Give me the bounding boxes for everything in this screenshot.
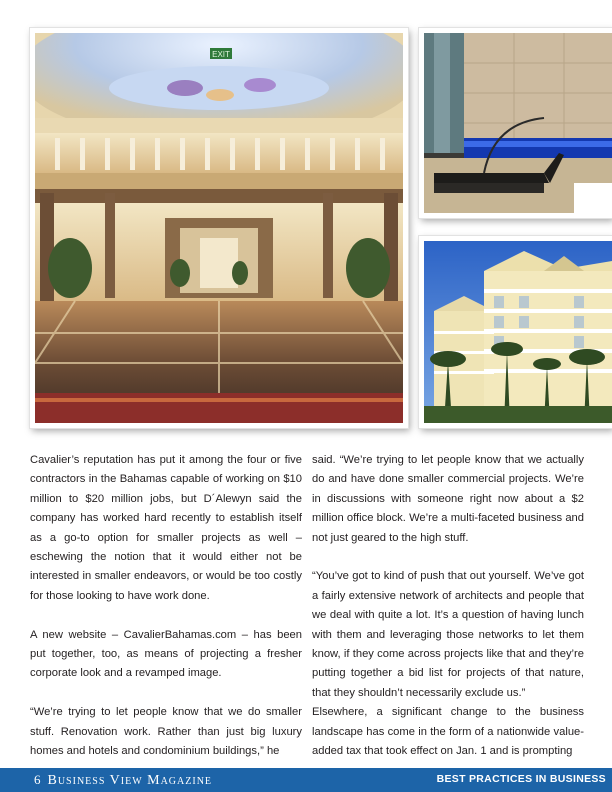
article-paragraph: Cavalier’s reputation has put it among the four or five contractors in the Bahamas capable of working on $10 million to $20 million jobs, but D´Alewyn said the company has worked hard recently to establish itself as a go-to option for smaller projects as well – eschewing the notion that it would either not be interested in smaller endeavors, or would be too costly for those looking to have work done. [30,454,302,602]
article-paragraph: said. “We’re trying to let people know that we actually do and have done smaller commercial projects. We’re in discussions with someone right now about a $2 million office block. We’re a multi-faceted business and not just geared to the high stuff. [312,454,584,544]
section-title: BEST PRACTICES IN BUSINESS [436,773,606,785]
condo-image [424,241,612,423]
magazine-name: Business View Magazine [47,773,213,788]
footer-left [34,772,212,789]
footer-bar [0,768,612,792]
pool-photo [419,28,612,218]
article-column-right [312,451,584,761]
pool-image [424,33,612,213]
page-number: 6 [34,772,42,787]
article-paragraph: A new website – CavalierBahamas.com – has been put together, too, as means of projecting a fresher corporate look and a revamped image. [30,628,302,680]
article-paragraph: Elsewhere, a significant change to the business landscape has come in the form of a nationwide value-added tax that took effect on Jan. 1 and is prompting [312,706,584,758]
lobby-photo [30,28,408,428]
lobby-image [35,33,403,423]
article-paragraph: “You’ve got to kind of push that out yourself. We’ve got a fairly extensive network of architects and people that we deal with quite a lot. It’s a question of having lunch with them and leveraging those networks to let them know, if they come across projects like that and they’re putting together a bid list for projects of that nature, that they shouldn’t necessarily exclude us.” [312,570,584,699]
exit-sign-text: EXIT [212,50,230,59]
article-column-left [30,451,302,761]
condo-photo [419,236,612,428]
article-paragraph: “We’re trying to let people know that we do smaller stuff. Renovation work. Rather than just big luxury homes and hotels and condominium buildings,” he [30,706,302,758]
